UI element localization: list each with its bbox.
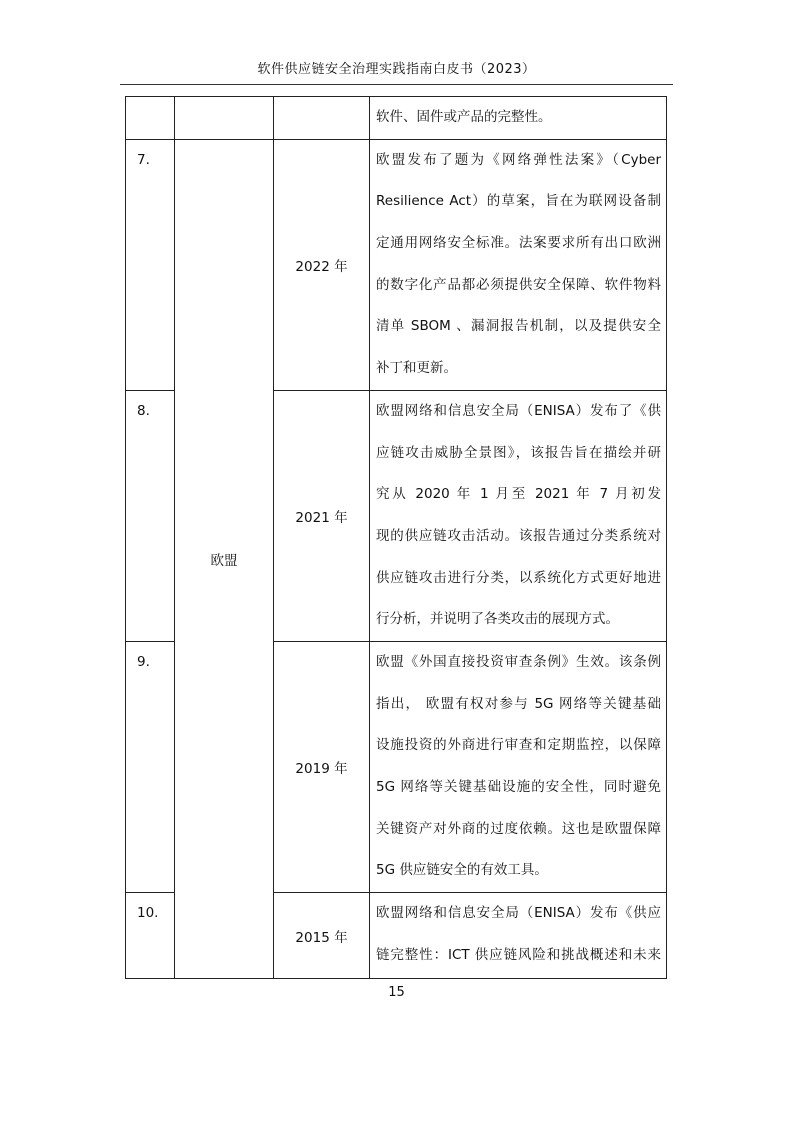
row-number: 9.	[126, 641, 175, 892]
row-number: 10.	[126, 893, 175, 979]
content-cell	[370, 893, 667, 979]
content-line: 清单 SBOM 、漏洞报告机制，以及提供安全	[376, 318, 661, 335]
content-line: 供应链攻击进行分类，以系统化方式更好地进	[376, 569, 661, 586]
content-line: 软件、固件或产品的完整性。	[376, 109, 552, 125]
content-line: 行分析，并说明了各类攻击的展现方式。	[376, 611, 619, 628]
content-cell	[370, 641, 667, 892]
region-cell: 欧盟	[175, 139, 274, 978]
year-cell	[274, 97, 370, 140]
content-line: 的数字化产品都必须提供安全保障、软件物料	[376, 276, 661, 293]
content-line: 欧盟发布了题为《网络弹性法案》（Cyber	[376, 151, 661, 168]
content-line: 5G 供应链安全的有效工具。	[376, 862, 548, 879]
content-line: 5G 网络等关键基础设施的安全性，同时避免	[376, 779, 661, 795]
content-line: 设施投资的外商进行审查和定期监控，以保障	[376, 737, 661, 754]
content-line: 应链攻击威胁全景图》，该报告旨在描绘并研	[376, 444, 661, 461]
table-row	[126, 139, 667, 390]
row-number: 7.	[126, 139, 175, 390]
row-number: 8.	[126, 390, 175, 641]
header-rule	[120, 84, 673, 85]
content-cell	[370, 139, 667, 390]
policy-table	[125, 96, 667, 979]
year-cell: 2021 年	[274, 390, 370, 641]
year-cell: 2022 年	[274, 139, 370, 390]
year-cell: 2019 年	[274, 641, 370, 892]
year-cell: 2015 年	[274, 893, 370, 979]
content-line: 链完整性：ICT 供应链风险和挑战概述和未来	[376, 946, 661, 963]
running-header: 软件供应链安全治理实践指南白皮书（2023）	[257, 62, 536, 77]
content-line: 欧盟《外国直接投资审查条例》生效。该条例	[376, 653, 661, 670]
content-line: Resilience Act）的草案，旨在为联网设备制	[376, 193, 661, 210]
table-row-continuation	[126, 97, 667, 140]
content-line: 欧盟网络和信息安全局（ENISA）发布了《供	[376, 402, 661, 419]
page-number: 15	[388, 985, 405, 1000]
content-line: 定通用网络安全标准。法案要求所有出口欧洲	[376, 235, 661, 252]
number-cell	[126, 97, 175, 140]
content-line: 现的供应链攻击活动。该报告通过分类系统对	[376, 527, 661, 544]
content-line: 究从 2020 年 1 月至 2021 年 7 月初发	[376, 486, 661, 503]
content-cell	[370, 390, 667, 641]
region-cell	[175, 97, 274, 140]
content-line: 关键资产对外商的过度依赖。这也是欧盟保障	[376, 820, 661, 837]
content-line: 欧盟网络和信息安全局（ENISA）发布《供应	[376, 905, 661, 922]
content-line: 指出， 欧盟有权对参与 5G 网络等关键基础	[376, 695, 661, 712]
content-line: 补丁和更新。	[376, 360, 457, 377]
content-cell	[370, 97, 667, 140]
